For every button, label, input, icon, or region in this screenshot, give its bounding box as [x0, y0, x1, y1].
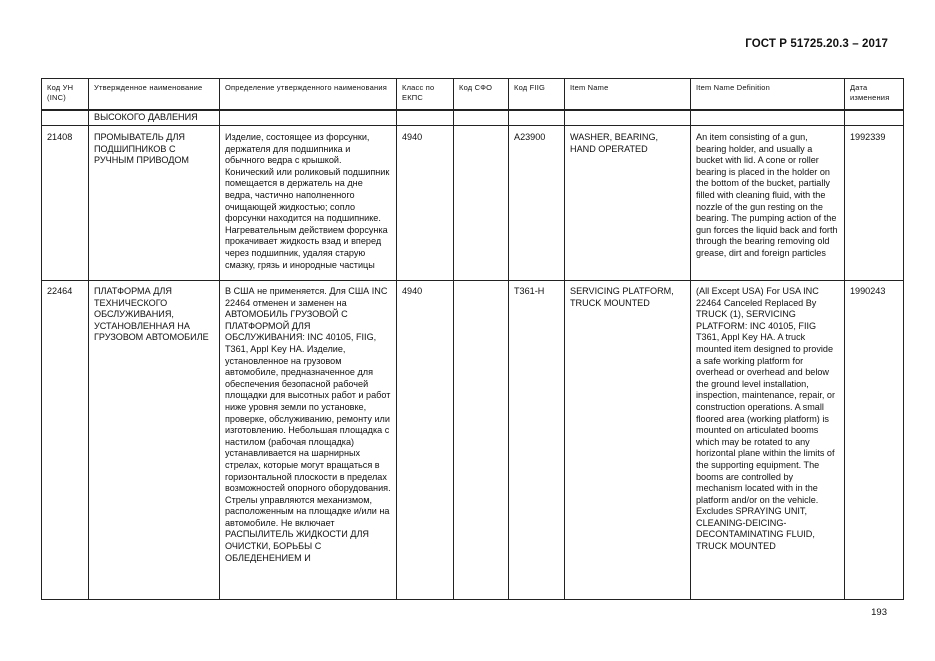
cell-fiig: T361-H [509, 281, 565, 600]
document-header: ГОСТ Р 51725.20.3 – 2017 [745, 38, 888, 50]
column-header-sfo: Код СФО [454, 79, 509, 111]
cell-ekps: 4940 [397, 126, 454, 281]
cell-definition [220, 110, 397, 126]
cell-definition: В США не применяется. Для США INC 22464 отменен и заменен на АВТОМОБИЛЬ ГРУЗОВОЙ С ПЛАТФОРМОЙ ДЛЯ ОБСЛУЖИВАНИЯ: INC 40105, FIIG, T361, Appl Key HA. Изделие, установленное на грузовом автомобиле, предназначенное для обеспечения безопасной рабочей площадки для высотных работ и работ ниже уровня земли по установке, проверке, обслуживанию, ремонту или изготовлению. Небольшая площадка с настилом (рабочая площадка) устанавливается на шарнирных стрелах, которые могут вращаться в горизонтальной плоскости в пределах возможностей опорного оборудования. Стрелы управляются механизмом, расположенным на площадке и/или на автомобиле. Не включает РАСПЫЛИТЕЛЬ ЖИДКОСТИ ДЛЯ ОЧИСТКИ, БОРЬБЫ С ОБЛЕДЕНЕНИЕМ И [220, 281, 397, 600]
column-header-item-name: Item Name [565, 79, 691, 111]
inc-table [41, 78, 904, 600]
page-number: 193 [871, 607, 887, 618]
cell-fiig: A23900 [509, 126, 565, 281]
table-header-row [42, 79, 904, 111]
cell-item-definition: An item consisting of a gun, bearing holder, and usually a bucket with lid. A cone or roller bearing is placed in the holder on the bottom of the bucket, partially filled with cleaning fluid, with the nozzle of the gun resting on the bearing. The pumping action of the gun forces the liquid back and forth through the bearing removing old grease, dirt and foreign particles [691, 126, 845, 281]
cell-name: ВЫСОКОГО ДАВЛЕНИЯ [89, 110, 220, 126]
cell-definition: Изделие, состоящее из форсунки, держателя для подшипника и обычного ведра с крышкой. Конический или роликовый подшипник помещается в держатель на дне ведра, частично наполненного очищающей жидкостью; сопло форсунки находится на подшипнике. Нагревательным действием форсунка прокачивает жидкость взад и вперед через подшипник, удаляя старую смазку, грязь и инородные частицы [220, 126, 397, 281]
cell-item-name: SERVICING PLATFORM, TRUCK MOUNTED [565, 281, 691, 600]
cell-date: 1992339 [845, 126, 904, 281]
cell-sfo [454, 110, 509, 126]
cell-date [845, 110, 904, 126]
column-header-item-definition: Item Name Definition [691, 79, 845, 111]
cell-fiig [509, 110, 565, 126]
cell-date: 1990243 [845, 281, 904, 600]
cell-name: ПРОМЫВАТЕЛЬ ДЛЯ ПОДШИПНИКОВ С РУЧНЫМ ПРИВОДОМ [89, 126, 220, 281]
column-header-ekps: Класс по ЕКПС [397, 79, 454, 111]
table-row [42, 281, 904, 600]
cell-inc: 21408 [42, 126, 89, 281]
cell-inc [42, 110, 89, 126]
column-header-name: Утвержденное наименование [89, 79, 220, 111]
cell-sfo [454, 281, 509, 600]
cell-item-name: WASHER, BEARING, HAND OPERATED [565, 126, 691, 281]
table-row-continuation [42, 110, 904, 126]
column-header-inc: Код УН (INC) [42, 79, 89, 111]
cell-ekps: 4940 [397, 281, 454, 600]
cell-item-name [565, 110, 691, 126]
cell-sfo [454, 126, 509, 281]
cell-name: ПЛАТФОРМА ДЛЯ ТЕХНИЧЕСКОГО ОБСЛУЖИВАНИЯ, УСТАНОВЛЕННАЯ НА ГРУЗОВОМ АВТОМОБИЛЕ [89, 281, 220, 600]
column-header-date: Дата изменения [845, 79, 904, 111]
cell-item-definition: (All Except USA) For USA INC 22464 Canceled Replaced By TRUCK (1), SERVICING PLATFORM: INC 40105, FIIG T361, Appl Key HA. A truck mounted item designed to provide a safe working platform for overhead or overhead and below the ground level installation, inspection, maintenance, repair, or construction operations. A small floored area (working platform) is mounted on articulated booms which may be rotated to any horizontal plane within the limits of the supporting equipment. The booms are controlled by mechanism located with in the platform and/or on the vehicle. Excludes SPRAYING UNIT, CLEANING-DEICING-DECONTAMINATING FLUID, TRUCK MOUNTED [691, 281, 845, 600]
cell-ekps [397, 110, 454, 126]
cell-item-definition [691, 110, 845, 126]
cell-inc: 22464 [42, 281, 89, 600]
column-header-fiig: Код FIIG [509, 79, 565, 111]
table-row [42, 126, 904, 281]
column-header-definition: Определение утвержденного наименования [220, 79, 397, 111]
